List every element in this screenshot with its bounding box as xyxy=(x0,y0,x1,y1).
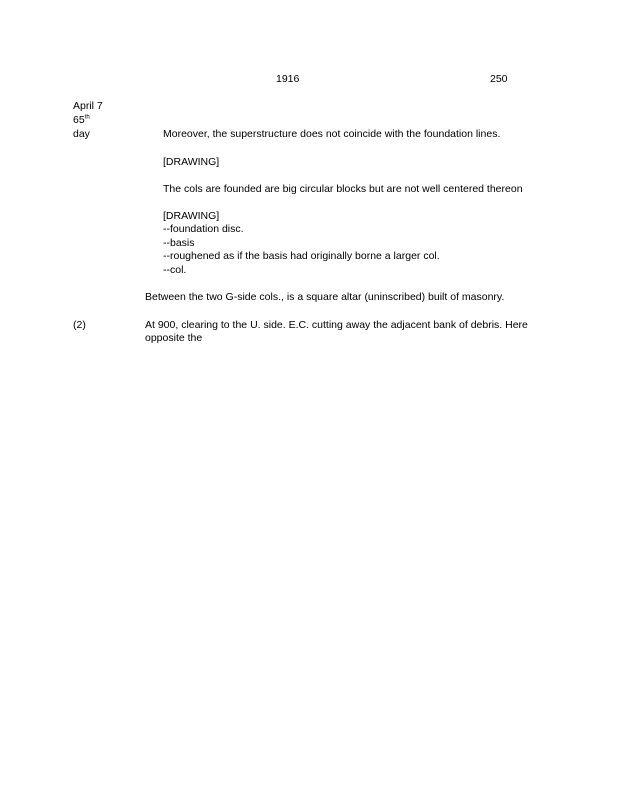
header-year: 1916 xyxy=(276,73,300,85)
day-suffix: th xyxy=(84,114,90,121)
drawing-label: --basis xyxy=(163,237,195,249)
margin-day-number xyxy=(73,114,90,127)
drawing-placeholder-1: [DRAWING] xyxy=(163,156,220,168)
body-line-cols-founded: The cols are founded are big circular blocks but are not well centered thereon xyxy=(163,183,523,195)
margin-entry-number: (2) xyxy=(73,319,86,331)
body-line-altar: Between the two G-side cols., is a square altar (uninscribed) built of masonry. xyxy=(145,291,505,303)
body-line-superstructure: Moreover, the superstructure does not coincide with the foundation lines. xyxy=(163,128,501,140)
drawing-placeholder-2: [DRAWING] xyxy=(163,210,220,222)
header-page-number: 250 xyxy=(490,73,508,85)
drawing-label: --col. xyxy=(163,264,187,276)
day-number: 65 xyxy=(73,114,85,126)
margin-day-word: day xyxy=(73,128,90,140)
drawing-label: --foundation disc. xyxy=(163,223,244,235)
body-line-entry2-1: At 900, clearing to the U. side. E.C. cutting away the adjacent bank of debris. Here xyxy=(145,319,528,331)
body-line-entry2-2: opposite the xyxy=(145,332,203,344)
drawing-label: --roughened as if the basis had originally borne a larger col. xyxy=(163,250,440,262)
margin-date: April 7 xyxy=(73,100,103,112)
